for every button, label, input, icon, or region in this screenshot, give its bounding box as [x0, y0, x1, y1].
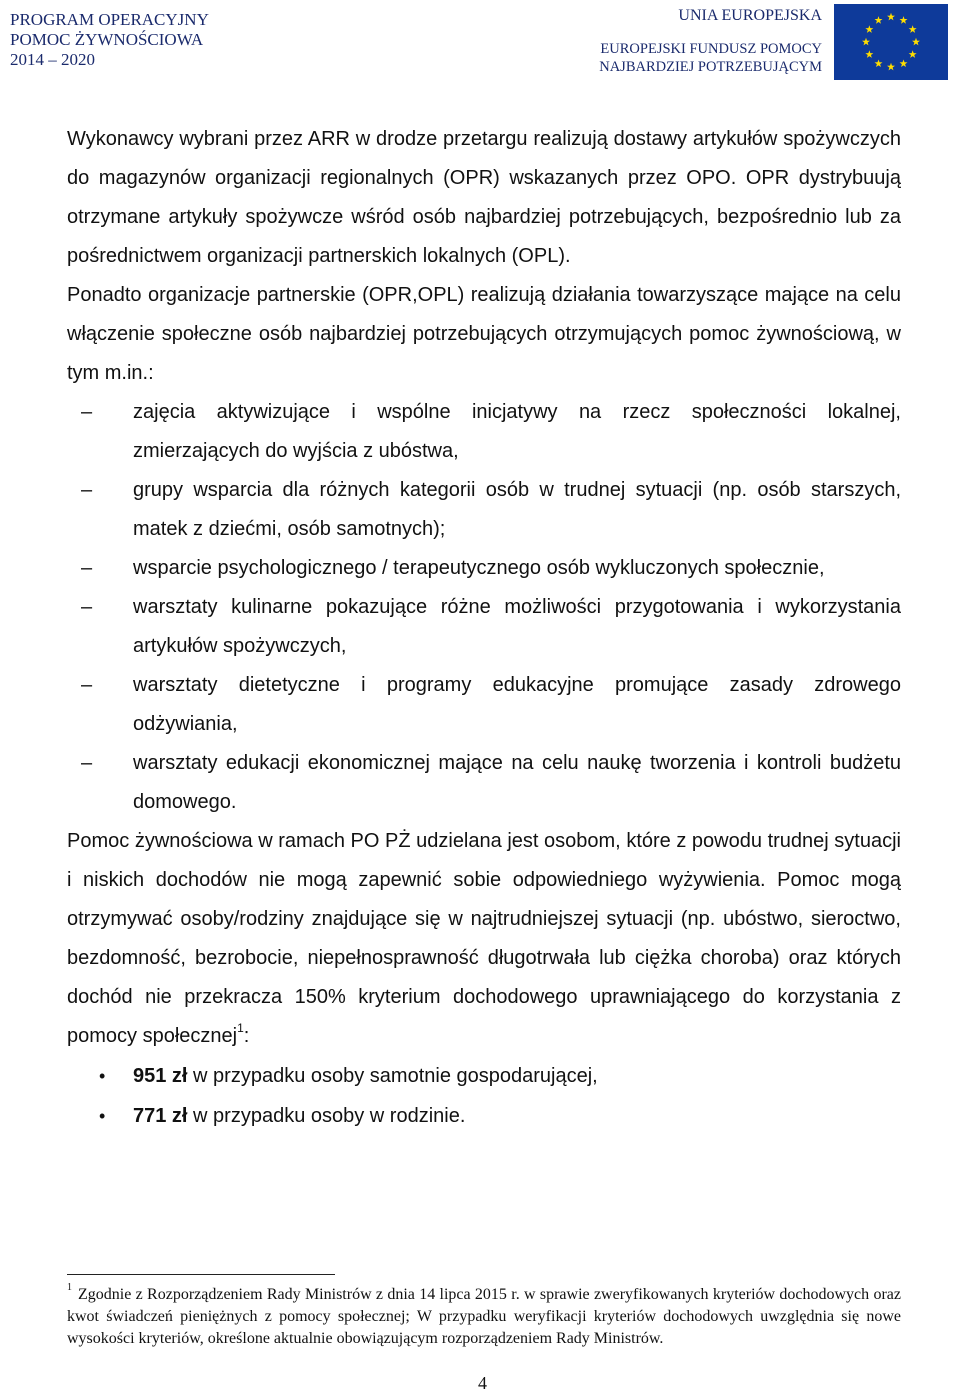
measures-list-text: zajęcia aktywizujące i wspólne inicjatywy na rzecz społeczności lokalnej, zmierzających do wyjścia z ubóstwa, [133, 401, 901, 462]
flag-star [875, 59, 883, 67]
paragraph-contractors: Wykonawcy wybrani przez ARR w drodze przetargu realizują dostawy artykułów spożywczych do magazynów organizacji regionalnych (OPR) wskazanych przez OPO. OPR dystrybuują otrzymane artykuły spożywcze wśród osób najbardziej potrzebujących, bezpośrednio lub za pośrednictwem organizacji partnerskich lokalnych (OPL). [67, 128, 901, 267]
income-criteria-list [67, 1056, 901, 1136]
eu-title: UNIA EUROPEJSKA [678, 7, 822, 24]
footnote-number: 1 [67, 1281, 72, 1293]
measures-list-item [67, 588, 901, 666]
footnote-separator [67, 1274, 335, 1275]
flag-star [865, 25, 873, 33]
dash-marker: – [81, 479, 93, 501]
income-criterion-text: w przypadku osoby w rodzinie. [187, 1105, 466, 1127]
program-title-line2: POMOC ŻYWNOŚCIOWA [10, 30, 204, 49]
footnote-text: Zgodnie z Rozporządzeniem Rady Ministrów z dnia 14 lipca 2015 r. w sprawie zweryfikowanych kryteriów dochodowych oraz kwot świadczeń pieniężnych z pomocy społecznej; W przypadku weryfikacji kryteriów dochodowych uwzględnia się nowe wysokości kryteriów, określone aktualnie obowiązującym rozporządzeniem Rady Ministrów. [67, 1286, 901, 1347]
flag-star [900, 59, 908, 67]
flag-star [865, 50, 873, 58]
eu-flag-stars [834, 4, 948, 80]
fund-name-line1: EUROPEJSKI FUNDUSZ POMOCY [600, 41, 822, 57]
income-amount: 771 zł [133, 1105, 188, 1127]
measures-list-text: wsparcie psychologicznego / terapeutycznego osób wykluczonych społecznie, [133, 557, 825, 579]
income-amount: 951 zł [133, 1065, 188, 1087]
document-body [67, 120, 901, 1136]
paragraph-accompanying-measures: Ponadto organizacje partnerskie (OPR,OPL) realizują działania towarzyszące mające na celu włączenie społeczne osób najbardziej potrzebujących otrzymujących pomoc żywnościową, w tym m.in.: [67, 284, 901, 384]
eligibility-text: Pomoc żywnościowa w ramach PO PŻ udzielana jest osobom, które z powodu trudnej sytuacji i niskich dochodów nie mogą zapewnić sobie odpowiedniego wyżywienia. Pomoc mogą otrzymywać osoby/rodziny znajdujące się w najtrudniejszej sytuacji (np. ubóstwo, sieroctwo, bezdomność, bezrobocie, niepełnosprawność długotrwała lub ciężka choroba) oraz których dochód nie przekracza 150% kryterium dochodowego uprawniającego do korzystania z pomocy społecznej [67, 830, 901, 1047]
fund-name-line2: NAJBARDZIEJ POTRZEBUJĄCYM [599, 59, 822, 75]
dash-marker: – [81, 557, 93, 579]
flag-star [909, 50, 917, 58]
flag-star [862, 38, 870, 46]
measures-list-item [67, 471, 901, 549]
flag-star [900, 16, 908, 24]
measures-list-item [67, 549, 901, 588]
measures-list-text: warsztaty kulinarne pokazujące różne możliwości przygotowania i wykorzystania artykułów spożywczych, [133, 596, 901, 657]
bullet-marker: • [99, 1066, 106, 1086]
flag-star [912, 38, 920, 46]
page-number: 4 [478, 1373, 487, 1393]
footnote [67, 1281, 901, 1350]
program-title-line1: PROGRAM OPERACYJNY [10, 10, 209, 29]
measures-list-item [67, 393, 901, 471]
measures-list-item [67, 744, 901, 822]
eligibility-colon: : [243, 1025, 250, 1047]
bullet-marker: • [99, 1106, 106, 1126]
program-header [10, 10, 209, 70]
flag-star [909, 25, 917, 33]
flag-star [875, 16, 883, 24]
eu-flag-icon [834, 4, 948, 80]
measures-list [67, 393, 901, 822]
measures-list-text: warsztaty dietetyczne i programy edukacyjne promujące zasady zdrowego odżywiania, [133, 674, 901, 735]
measures-list-text: warsztaty edukacji ekonomicznej mające na celu naukę tworzenia i kontroli budżetu domowego. [133, 752, 901, 813]
program-years: 2014 – 2020 [10, 50, 95, 69]
income-criterion-text: w przypadku osoby samotnie gospodarującej, [187, 1065, 598, 1087]
measures-list-item [67, 666, 901, 744]
dash-marker: – [81, 596, 93, 618]
flag-star [887, 13, 895, 21]
flag-star [887, 63, 895, 71]
eu-header [599, 6, 822, 76]
income-criterion-item [67, 1096, 901, 1136]
dash-marker: – [81, 401, 93, 423]
dash-marker: – [81, 752, 93, 774]
paragraph-eligibility [67, 822, 901, 1056]
income-criterion-item [67, 1056, 901, 1096]
dash-marker: – [81, 674, 93, 696]
footnote-reference[interactable]: 1 [237, 1021, 244, 1036]
measures-list-text: grupy wsparcia dla różnych kategorii osób w trudnej sytuacji (np. osób starszych, matek z dziećmi, osób samotnych); [133, 479, 901, 540]
